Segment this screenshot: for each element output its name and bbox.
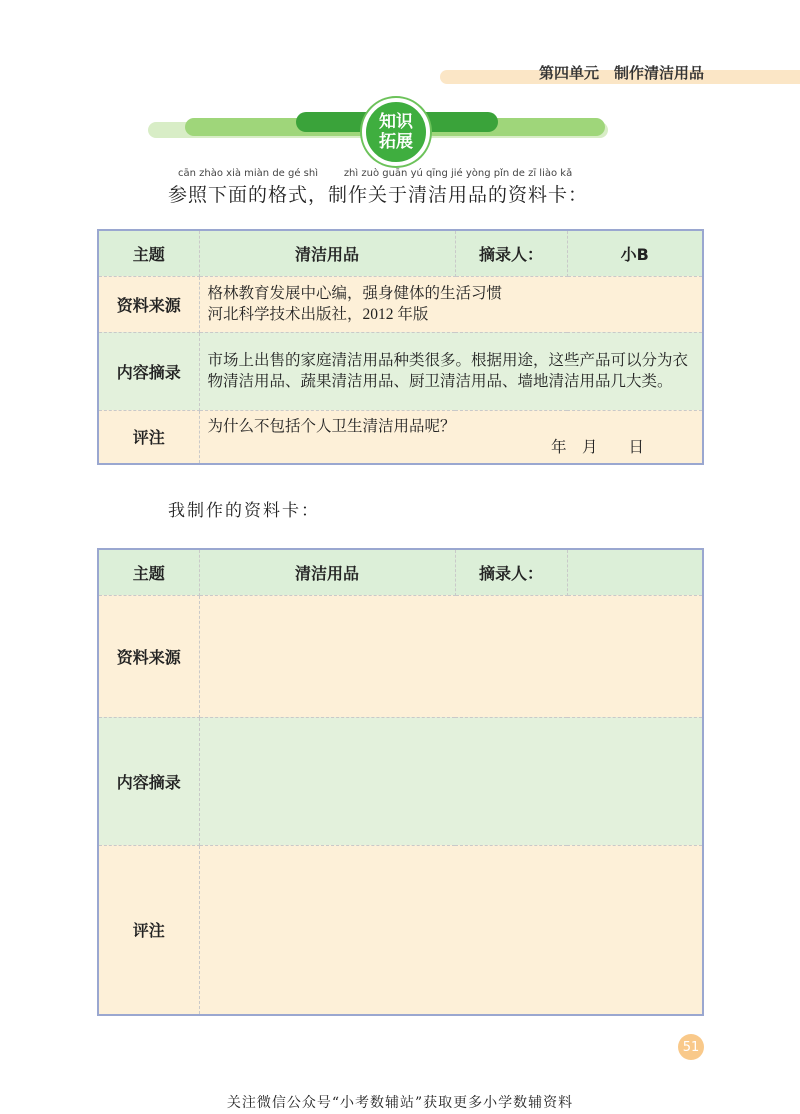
pinyin-part1: cān zhào xià miàn de gé shì <box>178 168 319 179</box>
badge-line1: 知识 <box>379 112 413 132</box>
sample-source-line2: 河北科学技术出版社，2012 年版 <box>207 306 429 323</box>
sample-topic-value: 清洁用品 <box>199 230 455 276</box>
sample-source-line1: 格林教育发展中心编，强身健体的生活习惯 <box>207 285 503 302</box>
my-recorder-field[interactable] <box>567 549 703 595</box>
my-topic-label: 主题 <box>98 549 199 595</box>
sample-recorder-value: 小B <box>567 230 703 276</box>
sample-source-content <box>199 276 703 332</box>
my-comment-field[interactable] <box>199 845 703 1015</box>
sample-source-label: 资料来源 <box>98 276 199 332</box>
text-part1: 参照下面的格式， <box>168 184 329 206</box>
my-topic-value: 清洁用品 <box>199 549 455 595</box>
my-excerpt-label: 内容摘录 <box>98 717 199 845</box>
sample-comment-label: 评注 <box>98 410 199 464</box>
sample-comment-text: 为什么不包括个人卫生清洁用品呢？ <box>207 417 456 435</box>
my-card-title: 我制作的资料卡： <box>168 501 320 521</box>
badge-line2: 拓展 <box>379 132 413 152</box>
my-source-label: 资料来源 <box>98 595 199 717</box>
sample-excerpt-label: 内容摘录 <box>98 332 199 410</box>
instruction <box>168 168 588 208</box>
my-recorder-label: 摘录人： <box>455 549 567 595</box>
sample-date: 年 月 日 <box>550 438 644 456</box>
sample-excerpt-content: 市场上出售的家庭清洁用品种类很多。根据用途，这些产品可以分为衣物清洁用品、蔬果清洁用品、厨卫清洁用品、墙地清洁用品几大类。 <box>199 332 703 410</box>
sample-card-table <box>97 229 704 465</box>
unit-title: 第四单元 制作清洁用品 <box>538 64 704 82</box>
my-card-table <box>97 548 704 1016</box>
my-source-field[interactable] <box>199 595 703 717</box>
instruction-part2 <box>328 168 588 208</box>
sample-topic-label: 主题 <box>98 230 199 276</box>
instruction-part1 <box>168 168 328 208</box>
pinyin-part2: zhì zuò guān yú qīng jié yòng pǐn de zī liào kǎ <box>343 168 573 179</box>
my-excerpt-field[interactable] <box>199 717 703 845</box>
text-part2: 制作关于清洁用品的资料卡： <box>328 184 589 206</box>
knowledge-badge <box>362 98 430 166</box>
my-comment-label: 评注 <box>98 845 199 1015</box>
page-number: 51 <box>678 1034 704 1060</box>
sample-recorder-label: 摘录人： <box>455 230 567 276</box>
sample-comment-content <box>199 410 703 464</box>
footer-note: 关注微信公众号“小考数辅站”获取更多小学数辅资料 <box>226 1095 574 1111</box>
